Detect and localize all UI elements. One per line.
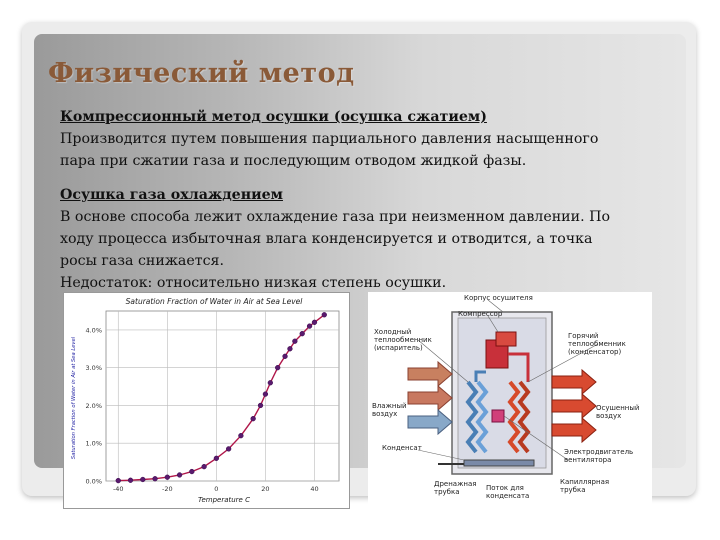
x-tick-label: 0: [214, 485, 219, 493]
section2-heading: Осушка газа охлаждением: [60, 187, 283, 203]
data-point: [202, 464, 207, 469]
slide-title: Физический метод: [48, 58, 355, 89]
data-point: [292, 339, 297, 344]
data-point: [165, 475, 170, 480]
y-tick-label: 4.0%: [85, 326, 102, 335]
label-compressor: Компрессор: [458, 310, 503, 318]
label-capillary: Капиллярная трубка: [560, 478, 610, 494]
humid-air-arrow-1: [408, 386, 452, 410]
data-point: [288, 346, 293, 351]
section2-line4: Недостаток: относительно низкая степень осушки.: [60, 275, 447, 291]
section2-line2: ходу процесса избыточная влага конденсируется и отводится, а точка: [60, 231, 593, 247]
label-condensate: Конденсат: [382, 444, 422, 452]
chart-svg: [64, 293, 349, 508]
humid-air-arrow-2: [408, 410, 452, 434]
data-point: [322, 312, 327, 317]
condensate-tray: [464, 460, 534, 466]
x-tick-label: -20: [162, 485, 173, 493]
data-point: [226, 446, 231, 451]
plot-area: [106, 311, 339, 481]
data-point: [268, 380, 273, 385]
data-point: [238, 433, 243, 438]
data-point: [307, 324, 312, 329]
data-point: [116, 478, 121, 483]
label-dry-air: Осушенный воздух: [596, 404, 640, 420]
dry-air-arrow-2: [552, 394, 596, 418]
chart-ylabel: Saturation Fraction of Water in Air at Sea Level: [71, 336, 77, 460]
section2-line1: В основе способа лежит охлаждение газа при неизменном давлении. По: [60, 209, 611, 225]
label-humid-air: Влажный воздух: [372, 402, 407, 418]
data-point: [300, 331, 305, 336]
label-drain: Дренажная трубка: [434, 480, 477, 496]
y-tick-label: 1.0%: [85, 439, 102, 448]
section1-line2: пара при сжатии газа и последующим отводом жидкой фазы.: [60, 153, 527, 169]
x-tick-label: 40: [310, 485, 319, 493]
dehumidifier-diagram: [368, 292, 652, 512]
data-point: [128, 478, 133, 483]
chart-title: Saturation Fraction of Water in Air at Sea Level: [125, 297, 303, 306]
y-tick-label: 3.0%: [85, 364, 102, 373]
dry-air-arrow-3: [552, 418, 596, 442]
x-tick-label: -40: [112, 485, 124, 493]
data-point: [140, 477, 145, 482]
data-point: [312, 320, 317, 325]
chart-xlabel: Temperature C: [198, 496, 250, 504]
dry-air-arrow-1: [552, 370, 596, 394]
data-point: [177, 473, 182, 478]
data-point: [189, 469, 194, 474]
label-fan: Электродвигатель вентилятора: [564, 448, 634, 464]
data-point: [153, 476, 158, 481]
data-point: [283, 354, 288, 359]
y-tick-label: 2.0%: [85, 401, 102, 410]
label-cold-exchanger: Холодный теплообменник (испаритель): [374, 328, 432, 352]
data-point: [251, 416, 256, 421]
data-point: [275, 365, 280, 370]
label-hot-exchanger: Горячий теплообменник (конденсатор): [568, 332, 626, 356]
x-tick-label: 20: [261, 485, 270, 493]
section1-heading: Компрессионный метод осушки (осушка сжатием): [60, 109, 487, 125]
data-point: [214, 456, 219, 461]
data-point: [263, 392, 268, 397]
fan-motor: [492, 410, 504, 422]
compressor-top: [496, 332, 516, 346]
section1-line1: Производится путем повышения парциального давления насыщенного: [60, 131, 599, 147]
section2-line3: росы газа снижается.: [60, 253, 224, 269]
label-tray: Поток для конденсата: [486, 484, 530, 500]
humid-air-arrow-3: [408, 362, 452, 386]
y-tick-label: 0.0%: [85, 477, 102, 486]
label-housing: Корпус осушителя: [464, 294, 533, 302]
saturation-chart: [63, 292, 350, 509]
data-point: [258, 403, 263, 408]
